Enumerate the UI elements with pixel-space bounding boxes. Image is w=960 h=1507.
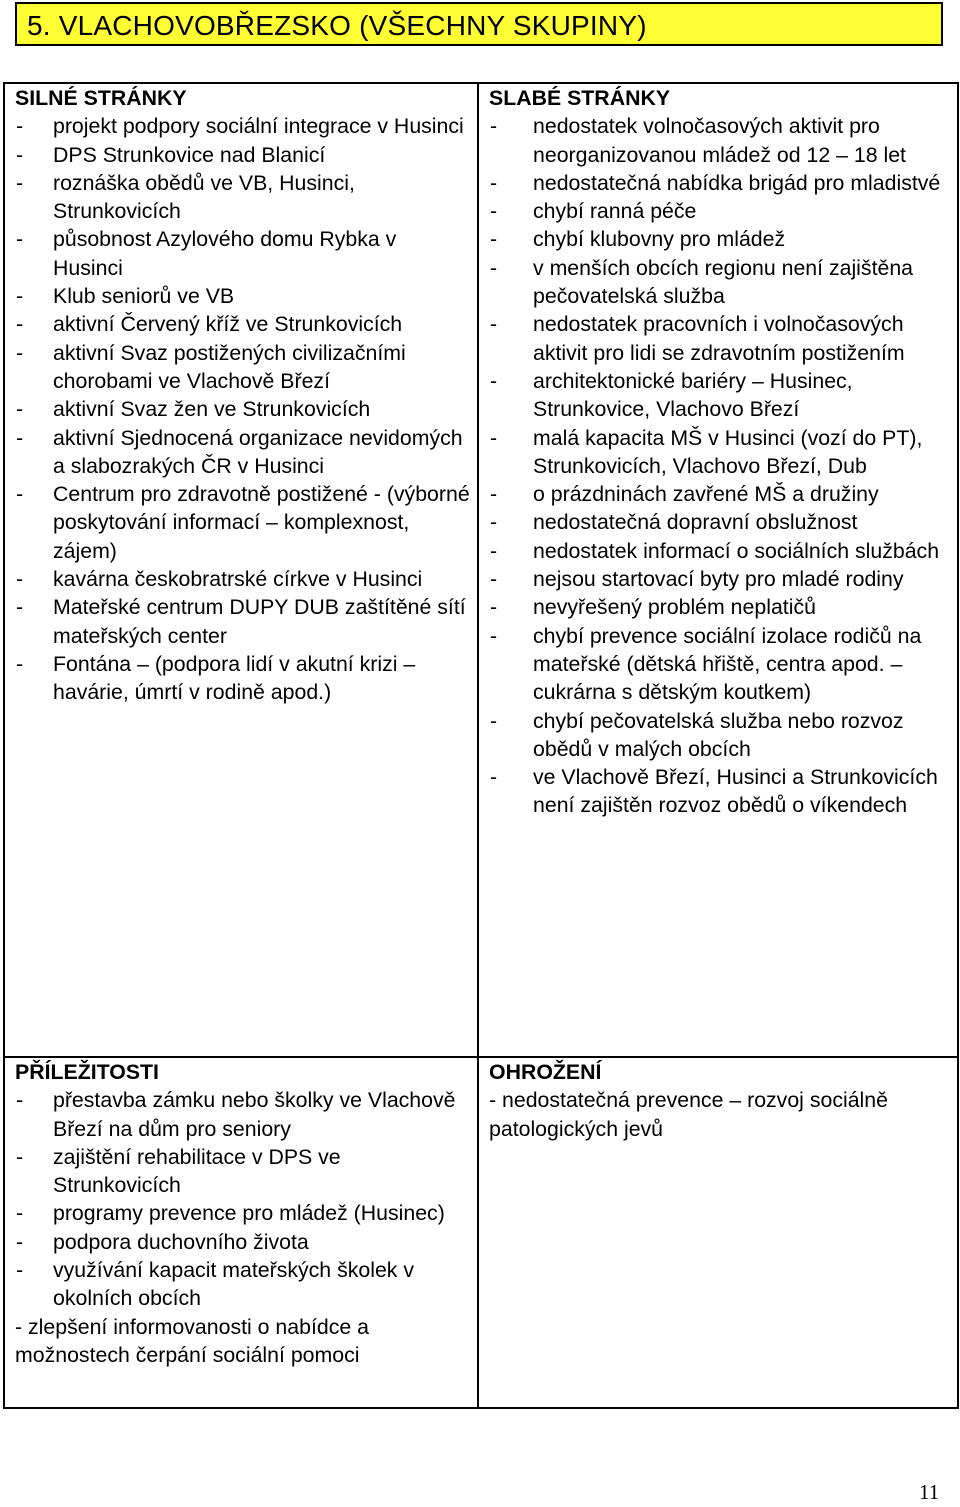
swot-row-bottom [4,1057,958,1408]
opportunities-heading: PŘÍLEŽITOSTI [15,1060,159,1084]
swot-table [3,82,959,1409]
list-item: - nedostatek pracovních i volnočasových aktivit pro lidi se zdravotním postižením [489,310,951,367]
list-item: - působnost Azylového domu Rybka v Husinci [15,225,471,282]
list-item: - chybí pečovatelská služba nebo rozvoz obědů v malých obcích [489,707,951,764]
section-title: 5. VLACHOVOBŘEZSKO (VŠECHNY SKUPINY) [27,10,647,41]
list-item: - aktivní Sjednocená organizace nevidomých a slabozrakých ČR v Husinci [15,424,471,481]
strengths-cell [4,83,478,1057]
threats-cell [478,1057,958,1408]
list-item: - nevyřešený problém neplatičů [489,593,951,621]
list-item: - Fontána – (podpora lidí v akutní krizi – havárie, úmrtí v rodině apod.) [15,650,471,707]
list-item: - přestavba zámku nebo školky ve Vlachově Březí na dům pro seniory [15,1086,471,1143]
weaknesses-cell [478,83,958,1057]
strengths-list [15,112,471,706]
list-item: - aktivní Svaz žen ve Strunkovicích [15,395,471,423]
list-item: - podpora duchovního života [15,1228,471,1256]
list-item: - v menších obcích regionu není zajištěna pečovatelská služba [489,254,951,311]
list-item: - zajištění rehabilitace v DPS ve Strunkovicích [15,1143,471,1200]
list-item: - malá kapacita MŠ v Husinci (vozí do PT), Strunkovicích, Vlachovo Březí, Dub [489,424,951,481]
list-item: - využívání kapacit mateřských školek v okolních obcích [15,1256,471,1313]
list-item: - DPS Strunkovice nad Blanicí [15,141,471,169]
list-item: - ve Vlachově Březí, Husinci a Strunkovicích není zajištěn rozvoz obědů o víkendech [489,763,951,820]
list-item: - roznáška obědů ve VB, Husinci, Strunkovicích [15,169,471,226]
list-item: - nejsou startovací byty pro mladé rodiny [489,565,951,593]
opportunities-list [15,1086,471,1312]
list-item: - kavárna českobratrské církve v Husinci [15,565,471,593]
list-item: - nedostatečná nabídka brigád pro mladistvé [489,169,951,197]
list-item: - architektonické bariéry – Husinec, Strunkovice, Vlachovo Březí [489,367,951,424]
list-item: - o prázdninách zavřené MŠ a družiny [489,480,951,508]
list-item: - Klub seniorů ve VB [15,282,471,310]
opportunities-cell [4,1057,478,1408]
threats-text: - nedostatečná prevence – rozvoj sociálně patologických jevů [489,1088,888,1141]
list-item: - aktivní Svaz postižených civilizačními chorobami ve Vlachově Březí [15,339,471,396]
list-item: - projekt podpory sociální integrace v Husinci [15,112,471,140]
list-item: - aktivní Červený kříž ve Strunkovicích [15,310,471,338]
opportunities-last-item: - zlepšení informovanosti o nabídce a možnostech čerpání sociální pomoci [15,1314,369,1367]
strengths-heading: SILNÉ STRÁNKY [15,86,187,110]
threats-heading: OHROŽENÍ [489,1060,602,1084]
weaknesses-list [489,112,951,819]
swot-row-top [4,83,958,1057]
list-item: - programy prevence pro mládež (Husinec) [15,1199,471,1227]
list-item: - Mateřské centrum DUPY DUB zaštítěné sítí mateřských center [15,593,471,650]
list-item: - chybí ranná péče [489,197,951,225]
page-number: 11 [919,1480,940,1504]
weaknesses-heading: SLABÉ STRÁNKY [489,86,671,110]
list-item: - chybí klubovny pro mládež [489,225,951,253]
list-item: - nedostatek informací o sociálních službách [489,537,951,565]
list-item: - nedostatečná dopravní obslužnost [489,508,951,536]
list-item: - Centrum pro zdravotně postižené - (výborné poskytování informací – komplexnost, zájem) [15,480,471,565]
list-item: - chybí prevence sociální izolace rodičů na mateřské (dětská hřiště, centra apod. – cukrárna s dětským koutkem) [489,622,951,707]
section-title-box [15,2,943,46]
list-item: - nedostatek volnočasových aktivit pro neorganizovanou mládež od 12 – 18 let [489,112,951,169]
